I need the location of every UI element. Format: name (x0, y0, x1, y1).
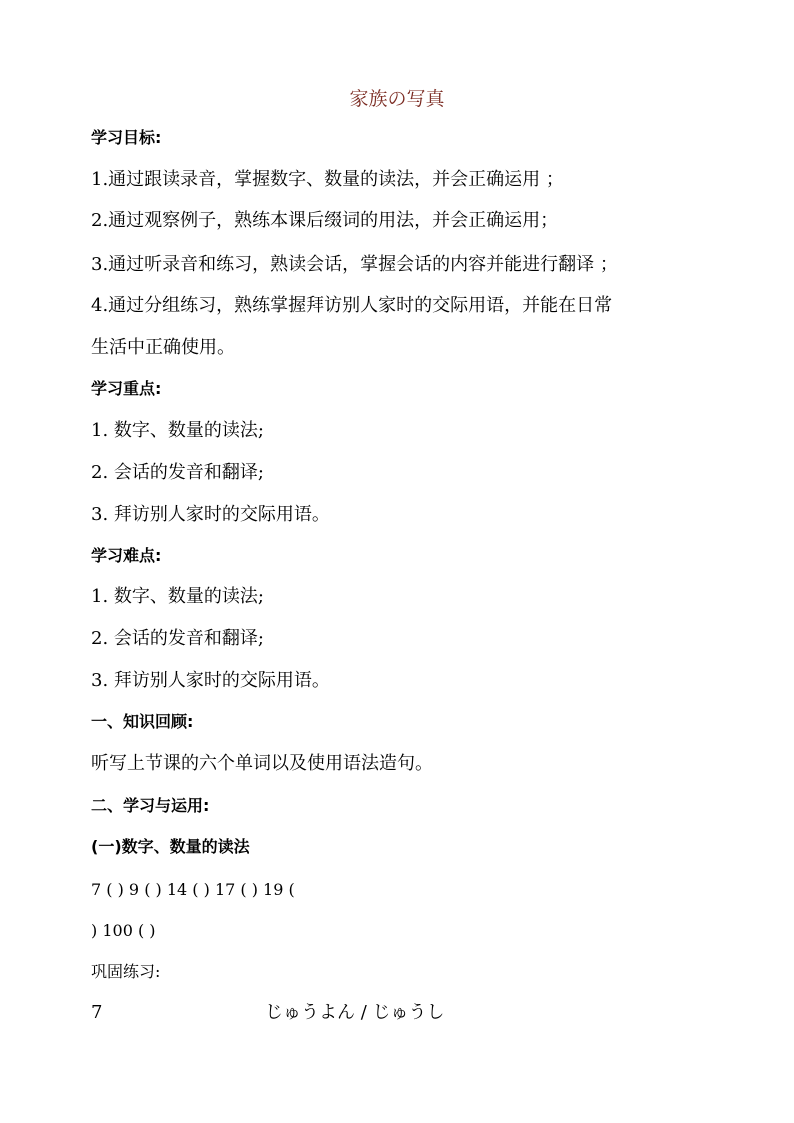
difficulty-item: 3. 拜访别人家时的交际用语。 (91, 670, 330, 691)
exercise-answer: じゅうよん / じゅうし (265, 1002, 445, 1023)
objective-item-continuation: 生活中正确使用。 (91, 337, 235, 358)
objective-item: 3.通过听录音和练习，熟读会话，掌握会话的内容并能进行翻译 ； (91, 254, 618, 275)
practice-sub-heading: (一)数字、数量的读法 (91, 837, 250, 856)
key-point-item: 2. 会话的发音和翻译; (91, 462, 264, 483)
key-point-item: 3. 拜访别人家时的交际用语。 (91, 504, 330, 525)
number-reading-line: 7 ( ) 9 ( ) 14 ( ) 17 ( ) 19 ( (91, 880, 295, 899)
review-heading: 一、知识回顾: (91, 712, 194, 731)
exercise-number: 7 (91, 1002, 103, 1023)
difficulty-item: 2. 会话的发音和翻译; (91, 628, 264, 649)
key-point-item: 1. 数字、数量的读法; (91, 420, 264, 441)
objective-item: 4.通过分组练习，熟练掌握拜访别人家时的交际用语，并能在日常 (91, 295, 613, 316)
document-title: 家族の写真 (349, 88, 445, 110)
review-text: 听写上节课的六个单词以及使用语法造句。 (91, 753, 433, 774)
consolidation-label: 巩固练习: (91, 962, 161, 981)
objectives-heading: 学习目标: (91, 128, 162, 147)
key-points-heading: 学习重点: (91, 379, 162, 398)
objective-item: 1.通过跟读录音，掌握数字、数量的读法，并会正确运用 ； (91, 169, 564, 190)
difficulties-heading: 学习难点: (91, 546, 162, 565)
number-reading-line: ) 100 ( ) (91, 921, 156, 940)
difficulty-item: 1. 数字、数量的读法; (91, 586, 264, 607)
objective-item: 2.通过观察例子，熟练本课后缀词的用法，并会正确运用； (91, 210, 559, 231)
practice-heading: 二、学习与运用: (91, 796, 210, 815)
